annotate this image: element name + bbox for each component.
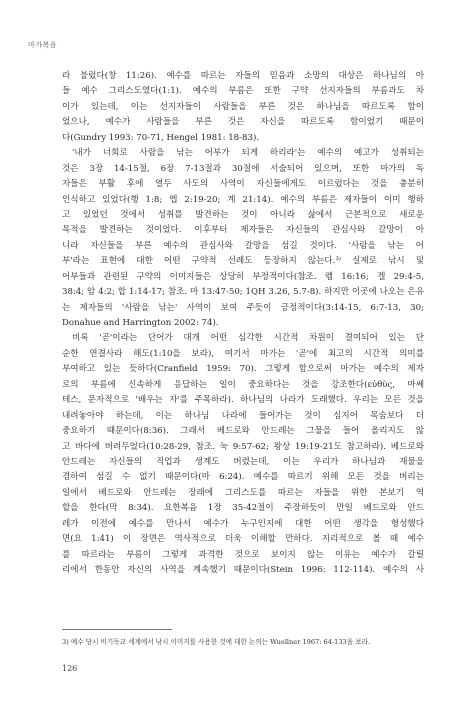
text-line: 는 제자들의 '사람을 낚는' 사역이 보여 주듯이 긍정적이다(3:14-15, 6:7-13, 30; xyxy=(62,302,424,313)
text-line: 라 불렀다(창 11:26). 예수를 따르는 자들의 믿음과 소망의 대상은 하나님의 아 xyxy=(62,71,424,81)
text-line: Donahue and Harrington 2002: 74). xyxy=(62,318,219,328)
text-line: 자들은 부활 후에 열두 사도의 사역이 자신들에게도 이르렀다는 것을 충분히 xyxy=(62,179,424,190)
footnote-divider xyxy=(62,629,172,630)
text-line: 부여하고 있는 듯하다(Cranfield 1959: 70). 그렇게 함으로써 마가는 예수의 제자 xyxy=(62,364,424,375)
page-number: 126 xyxy=(62,664,78,673)
text-line: 내려놓아야 하는데, 이는 하나님 나라에 들어가는 것이 심지어 목숨보다 더 xyxy=(62,410,424,421)
text-line: 테스, 문자적으로 '배우는 자'를 주목하라). 하나님의 나라가 도래했다. 우리는 모든 것을 xyxy=(62,395,424,406)
text-line: 어부들과 관련된 구약의 이미지들은 상당히 부정적이다(참조. 렘 16:16; 겔 29:4-5, xyxy=(62,271,424,282)
text-line: 안드레는 자신들의 직업과 생계도 버렸는데, 이는 우리가 하나님과 재물을 xyxy=(62,456,424,467)
text-line: 들 예수 그리스도였다(1:1). 예수의 부름은 또한 구약 선지자들의 부름과도 차 xyxy=(62,86,424,97)
text-line: 비록 '곧'이라는 단어가 대개 어떤 심각한 시간적 차원이 결여되어 있는 단 xyxy=(72,333,424,344)
text-line: 리에서 한동안 자신의 사역을 계속했기 때문이다(Stein 1996: 112-114). 예수의 사 xyxy=(62,565,424,575)
text-line: 이가 있는데, 이는 선지자들이 사람들을 부른 것은 하나님을 따르도록 함이 xyxy=(62,101,424,112)
footnote: 3) 예수 당시 비기독교 세계에서 낚시 이미지를 사용한 것에 대한 논의는 Wuellner 1967: 64-133을 보라. xyxy=(62,638,371,646)
text-line: 겸하여 섬길 수 없기 때문이다(마 6:24). 예수를 따르기 위해 모든 것을 버리는 xyxy=(62,472,424,483)
text-line: 일에서 베드로와 안드레는 장래에 그리스도를 따르는 자들을 위한 본보기 역 xyxy=(62,487,424,498)
text-line: 목적을 발견하는 것이었다. 이후부터 제자들은 자신들의 관심사와 갈망이 아 xyxy=(62,225,424,236)
text-line: 고 있었던 것에서 성취를 발견하는 것이 아니라 삶에서 근본적으로 새로운 xyxy=(62,209,424,220)
running-head: 마가복음 xyxy=(28,41,58,49)
text-line: 부'라는 표현에 대한 어떤 구약적 선례도 등장하지 않는다.³⁾ 실제로 낚시 및 xyxy=(62,256,424,267)
text-line: 를 따르라는 부름이 그렇게 과격한 것으로 보이지 않는 이유는 예수가 갈릴 xyxy=(62,549,424,560)
text-line: 중요하기 때문이다(8:36). 그래서 베드로와 안드레는 그물을 들어 올리지도 않 xyxy=(62,426,424,437)
text-line: 면(요 1:41) 이 장면은 역사적으로 더욱 이해할 만하다. 지리적으로 볼 때 예수 xyxy=(62,534,424,545)
text-line: 할을 한다(막 8:34). 요한복음 1장 35-42절이 주장하듯이 만일 베드로와 안드 xyxy=(62,503,424,514)
text-line: '내가 너희로 사람을 낚는 어부가 되게 하리라'는 예수의 예고가 성취되는 xyxy=(72,148,424,159)
text-line: 고 바다에 버려두었다(10:28-29, 참조. 눅 9:57-62; 왕상 19:19-21도 참고하라). 베드로와 xyxy=(62,441,424,452)
text-line: 로의 부름에 신속하게 응답하는 일이 중요하다는 것을 강조한다(εὐθὺς, 마쎄 xyxy=(62,379,424,390)
body-text xyxy=(62,69,424,578)
text-line: 다(Gundry 1993: 70-71, Hengel 1981: 18-83). xyxy=(62,132,260,143)
text-line: 었으나, 예수가 사람들을 부른 것은 자신을 따르도록 함이었기 때문이 xyxy=(62,117,424,128)
text-line: 레가 이전에 예수를 만나서 예수가 누구인지에 대한 어떤 생각을 형성했다 xyxy=(62,518,424,529)
text-line: 니라 자신들을 부른 예수의 관심사와 갈망을 섬길 것이다. '사람을 낚는 어 xyxy=(62,240,424,251)
text-line: 인식하고 있었다(행 1:8; 엡 2:19-20; 계 21:14). 예수의 부름은 제자들이 이미 행하 xyxy=(62,194,424,205)
text-line: 순한 연결사라 해도(1:10을 보라), 여기서 마가는 '곧'에 최고의 시간적 의미를 xyxy=(62,348,424,359)
text-line: 것은 3장 14-15절, 6장 7-13절과 30절에 서술되어 있으며, 또한 마가의 독 xyxy=(62,163,424,174)
text-line: 38:4; 암 4:2; 합 1:14-17; 참조. 마 13:47-50; 1QH 3.26, 5.7-8). 하지만 이곳에 나오는 은유 xyxy=(62,287,424,298)
